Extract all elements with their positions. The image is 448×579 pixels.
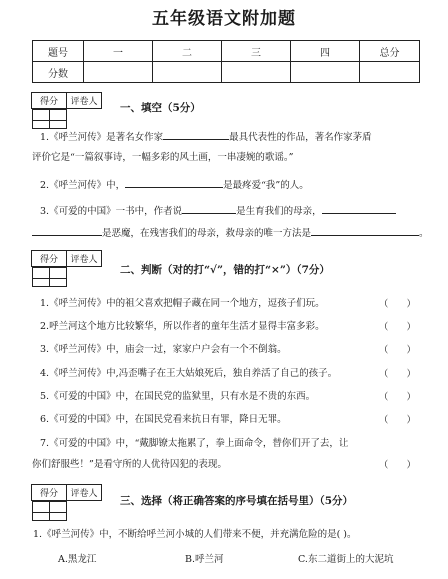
score-cell-empty — [153, 62, 222, 83]
answer-paren[interactable]: （ ） — [378, 392, 416, 403]
judge-item-3: 3.《呼兰河传》中，庙会一过，家家户户会有一个不倒翁。 — [40, 344, 287, 355]
answer-paren[interactable]: （ ） — [378, 369, 416, 380]
score-cell: 二 — [153, 41, 222, 62]
grader-blank — [49, 268, 66, 287]
answer-paren[interactable]: （ ） — [378, 322, 416, 333]
grader-box-2 — [31, 250, 102, 282]
grader-header-score: 得分 — [32, 485, 67, 501]
grader-blank — [32, 502, 49, 521]
grader-blank — [32, 110, 49, 129]
score-table-score-row — [33, 62, 420, 83]
section-title-fill: 一、填空（5分） — [120, 102, 201, 114]
judge-item-4: 4.《呼兰河传》中,冯歪嘴子在王大姑娘死后，独自养活了自己的孩子。 — [40, 368, 338, 379]
score-table-header-row — [33, 41, 420, 62]
grader-header-score: 得分 — [32, 93, 67, 109]
score-cell: 三 — [222, 41, 291, 62]
answer-paren[interactable]: （ ） — [378, 460, 416, 471]
score-cell-empty — [84, 62, 153, 83]
score-cell: 总分 — [360, 41, 420, 62]
grader-box-1 — [31, 92, 102, 124]
grader-header-grader: 评卷人 — [67, 251, 102, 267]
grader-blank — [49, 502, 66, 521]
grader-header-score: 得分 — [32, 251, 67, 267]
grader-blank — [49, 110, 66, 129]
fill-question-1-cont: 评价它是“一篇叙事诗，一幅多彩的风土画，一串凄婉的歌谣。” — [32, 152, 294, 163]
score-cell: 四 — [291, 41, 360, 62]
section-title-choice: 三、选择（将正确答案的序号填在括号里）（5分） — [120, 495, 354, 507]
choice-option-b[interactable]: B.呼兰河 — [185, 554, 224, 565]
answer-paren[interactable]: （ ） — [378, 299, 416, 310]
score-cell: 分数 — [33, 62, 84, 83]
answer-paren[interactable]: （ ） — [378, 415, 416, 426]
fill-question-3: 3.《可爱的中国》一书中，作者说 是生育我们的母亲， — [40, 202, 420, 219]
score-table — [32, 40, 420, 83]
fill-question-2: 2.《呼兰河传》中， 是最疼爱“我”的人。 — [40, 176, 420, 193]
score-cell-empty — [222, 62, 291, 83]
judge-item-2: 2.呼兰河这个地方比较繁华，所以作者的童年生活才显得丰富多彩。 — [40, 321, 325, 332]
section-title-judge: 二、判断（对的打“√”，错的打“×”）（7分） — [120, 264, 330, 276]
page-title: 五年级语文附加题 — [152, 9, 296, 29]
fill-blank[interactable] — [311, 224, 419, 236]
fill-blank[interactable] — [32, 224, 102, 236]
fill-question-3-cont: 是恶魔，在残害我们的母亲，救母亲的唯一方法是 。 — [32, 224, 429, 241]
grader-header-grader: 评卷人 — [67, 485, 102, 501]
choice-option-a[interactable]: A.黑龙江 — [58, 554, 97, 565]
score-cell-empty — [291, 62, 360, 83]
grader-header-grader: 评卷人 — [67, 93, 102, 109]
grader-blank — [32, 268, 49, 287]
choice-option-c[interactable]: C.东二道街上的大泥坑 — [298, 554, 394, 565]
judge-item-6: 6.《可爱的中国》中，在国民党看来抗日有罪，降日无罪。 — [40, 414, 287, 425]
judge-item-1: 1.《呼兰河传》中的祖父喜欢把帽子藏在同一个地方，逗孩子们玩。 — [40, 298, 325, 309]
fill-blank[interactable] — [125, 176, 223, 188]
score-cell: 一 — [84, 41, 153, 62]
grader-box-3 — [31, 484, 102, 516]
score-cell-empty — [360, 62, 420, 83]
judge-item-7: 7.《可爱的中国》中，“戴脚镣太拖累了，拳上面命令，替你们开了去，让 — [40, 438, 349, 449]
fill-blank[interactable] — [182, 202, 236, 214]
judge-item-7-cont: 你们舒服些！”是看守所的人优待囚犯的表现。 — [32, 459, 227, 470]
choice-question-1: 1.《呼兰河传》中，不断给呼兰河小城的人们带来不便，并充满危险的是( )。 — [33, 529, 357, 540]
score-cell: 题号 — [33, 41, 84, 62]
answer-paren[interactable]: （ ） — [378, 345, 416, 356]
fill-blank[interactable] — [322, 202, 396, 214]
judge-item-5: 5.《可爱的中国》中，在国民党的监狱里，只有水是不贵的东西。 — [40, 391, 316, 402]
fill-question-1: 1.《呼兰河传》是著名女作家 最具代表性的作品，著名作家茅盾 — [40, 128, 420, 145]
fill-blank[interactable] — [163, 128, 229, 140]
